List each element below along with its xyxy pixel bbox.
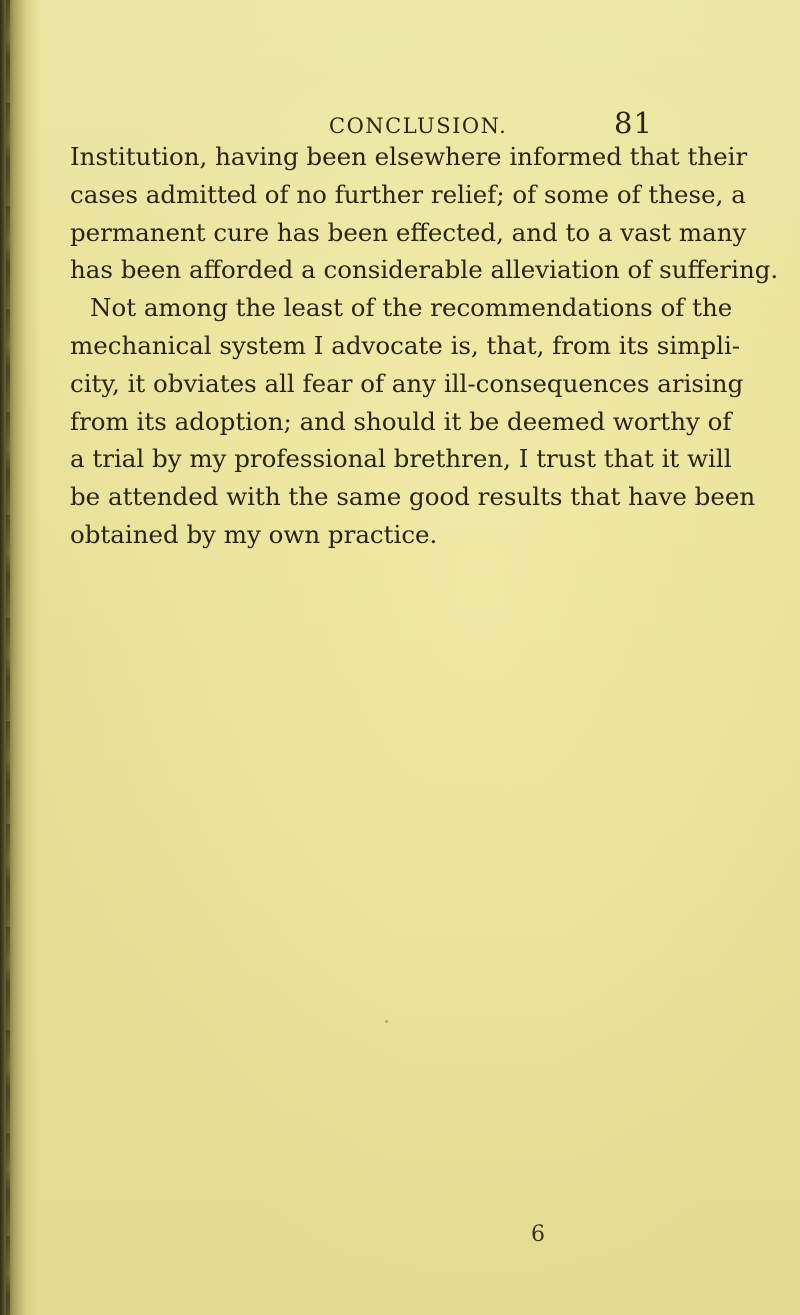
text-line: Not among the least of the recommendations of the bbox=[90, 293, 733, 323]
running-title: CONCLUSION. bbox=[329, 114, 508, 138]
text-line: mechanical system I advocate is, that, from its simpli- bbox=[70, 330, 741, 360]
text-line: permanent cure has been effected, and to a vast many bbox=[70, 217, 747, 247]
signature-mark: 6 bbox=[531, 1222, 545, 1247]
text-line: obtained by my own practice. bbox=[70, 519, 438, 549]
text-line: has been afforded a considerable alleviation of suffering. bbox=[70, 255, 779, 285]
text-line: a trial by my professional brethren, I trust that it will bbox=[70, 444, 732, 474]
text-line: Institution, having been elsewhere informed that their bbox=[70, 142, 748, 171]
text-line: from its adoption; and should it be deemed worthy of bbox=[70, 406, 732, 436]
paper-speck bbox=[385, 1020, 388, 1023]
body-text bbox=[70, 138, 779, 554]
page-number: 81 bbox=[614, 106, 653, 140]
text-line: city, it obviates all fear of any ill-consequences arising bbox=[70, 368, 744, 398]
text-line: cases admitted of no further relief; of some of these, a bbox=[70, 179, 746, 209]
text-line: be attended with the same good results that have been bbox=[70, 482, 756, 512]
binding-gutter-shadow bbox=[0, 0, 40, 1315]
